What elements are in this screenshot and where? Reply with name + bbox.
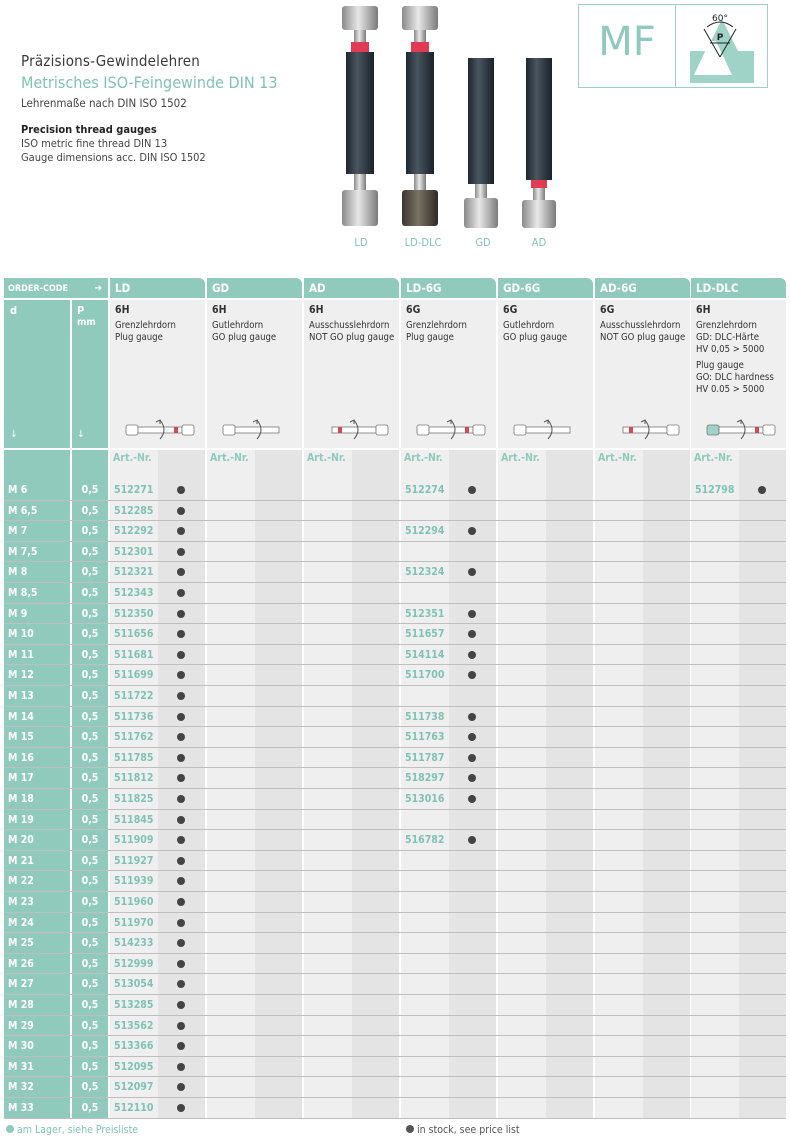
arrow-down-icon: ↓ [77, 429, 85, 440]
order-code-header [4, 278, 108, 298]
column-shade-stock [449, 450, 496, 1118]
column-de: Grenzlehrdorn [406, 320, 467, 331]
in-stock-dot-icon [468, 610, 476, 618]
row-p-value: 0,5 [81, 710, 99, 723]
row-divider [4, 706, 786, 707]
row-d-value: M 13 [8, 690, 34, 702]
row-d-value: M 21 [8, 854, 34, 867]
row-divider [4, 891, 786, 892]
column-tab-ad-6g: AD-6G [595, 278, 690, 298]
article-number-ld: 512292 [114, 525, 154, 538]
column-tol: 6H [309, 304, 324, 316]
article-number-ld: 511785 [114, 751, 154, 764]
row-d-value: M 6,5 [8, 504, 38, 517]
column-tab-gd-6g: GD-6G [498, 278, 593, 298]
row-p-value: 0,5 [81, 875, 99, 888]
column-shade-stock [739, 450, 786, 1118]
in-stock-dot-icon [177, 692, 185, 700]
article-number-ld: 512097 [114, 1081, 154, 1094]
column-de: Ausschusslehrdorn [309, 320, 390, 331]
in-stock-dot-icon [758, 486, 766, 494]
article-number-ld: 512285 [114, 504, 154, 517]
row-p-value: 0,5 [81, 1019, 99, 1032]
article-number-ld6g: 512324 [405, 566, 445, 579]
d-label: d [10, 304, 18, 317]
title-en: Precision thread gauges [21, 123, 157, 136]
column-de3: HV 0,05 > 5000 [696, 344, 765, 355]
row-divider [4, 994, 786, 995]
row-divider [4, 726, 786, 727]
row-d-value: M 18 [8, 793, 34, 805]
row-divider [4, 541, 786, 542]
row-p-value: 0,5 [81, 916, 99, 929]
in-stock-dot-icon [177, 754, 185, 762]
footer-legend-en [406, 1124, 520, 1136]
column-tol: 6G [406, 304, 421, 316]
row-d-value: M 8,5 [8, 587, 38, 599]
article-number-ld6g: 511738 [405, 710, 445, 723]
row-divider [4, 1097, 786, 1098]
plug-gauge-icon [705, 418, 779, 440]
article-number-ld: 514233 [114, 937, 154, 950]
art-nr-label: Art.-Nr. [307, 452, 346, 464]
article-number-ld: 512343 [114, 587, 154, 599]
art-nr-label: Art.-Nr. [113, 452, 152, 464]
row-divider [4, 870, 786, 871]
in-stock-dot-icon [177, 486, 185, 494]
row-p-value: 0,5 [81, 772, 99, 785]
article-number-ld: 511927 [114, 854, 154, 867]
legend-dot-icon [406, 1125, 414, 1133]
article-number-ld: 511825 [114, 793, 154, 805]
article-number-ld: 513285 [114, 999, 154, 1011]
row-p-value: 0,5 [81, 648, 99, 661]
article-number-ld: 512350 [114, 607, 154, 620]
footer-text-de: am Lager, siehe Preisliste [17, 1124, 139, 1136]
article-number-ld: 511699 [114, 669, 154, 682]
row-d-value: M 9 [8, 607, 28, 620]
article-number-ld: 511960 [114, 896, 154, 908]
image-label-ad: AD [531, 236, 547, 249]
article-number-ld: 512110 [114, 1102, 154, 1114]
p-label: P [77, 304, 85, 317]
row-d-value: M 23 [8, 896, 34, 908]
column-tab-ld-dlc: LD-DLC [691, 278, 786, 298]
in-stock-dot-icon [177, 1022, 185, 1030]
norm-en: Gauge dimensions acc. DIN ISO 1502 [21, 151, 206, 164]
row-d-value: M 12 [8, 669, 34, 682]
footer-text-en: in stock, see price list [417, 1124, 520, 1136]
article-number-ld: 511970 [114, 916, 154, 929]
column-en: GO plug gauge [212, 332, 277, 343]
article-number-ld6g: 512351 [405, 607, 445, 620]
article-number-ld6g: 516782 [405, 834, 445, 847]
in-stock-dot-icon [177, 1001, 185, 1009]
article-number-ld: 511722 [114, 690, 154, 702]
row-d-value: M 17 [8, 772, 34, 785]
row-divider [4, 520, 786, 521]
d-header [4, 300, 70, 448]
row-p-value: 0,5 [81, 669, 99, 682]
gd-gauge-image [464, 58, 498, 228]
row-p-value: 0,5 [81, 566, 99, 579]
subtitle-en: ISO metric fine thread DIN 13 [21, 137, 168, 150]
row-d-value: M 27 [8, 978, 34, 991]
norm-de: Lehrenmaße nach DIN ISO 1502 [21, 96, 187, 110]
in-stock-dot-icon [177, 960, 185, 968]
row-d-value: M 8 [8, 566, 28, 579]
row-p-value: 0,5 [81, 484, 99, 496]
row-p-value: 0,5 [81, 525, 99, 538]
column-desc-ld-6g [401, 300, 496, 448]
column-en: Plug gauge [115, 332, 163, 343]
column-shade-stock [255, 450, 302, 1118]
row-p-value: 0,5 [81, 793, 99, 805]
in-stock-dot-icon [468, 651, 476, 659]
image-label-ld: LD [354, 236, 368, 249]
in-stock-dot-icon [177, 713, 185, 721]
article-number-ld6g: 511763 [405, 731, 445, 744]
column-en: NOT GO plug gauge [600, 332, 686, 343]
art-nr-label: Art.-Nr. [598, 452, 637, 464]
art-nr-label: Art.-Nr. [694, 452, 733, 464]
column-desc-ad-6g [595, 300, 690, 448]
row-d-value: M 15 [8, 731, 34, 744]
thread-profile-icon [676, 5, 766, 87]
column-en: Plug gauge [406, 332, 454, 343]
column-de2: GD: DLC-Härte [696, 332, 759, 343]
column-en: NOT GO plug gauge [309, 332, 395, 343]
row-divider [4, 809, 786, 810]
in-stock-dot-icon [177, 898, 185, 906]
row-d-value: M 29 [8, 1019, 34, 1032]
article-number-ld: 512999 [114, 957, 154, 970]
row-divider [4, 644, 786, 645]
in-stock-dot-icon [177, 1104, 185, 1112]
column-desc-ld [110, 300, 205, 448]
badge-angle: 60° [712, 14, 728, 24]
in-stock-dot-icon [468, 754, 476, 762]
column-en2: GO: DLC hardness [696, 372, 774, 383]
plug-gauge-icon [318, 418, 392, 440]
row-p-value: 0,5 [81, 896, 99, 908]
article-number-ld: 512321 [114, 566, 154, 579]
article-number-ld6g: 514114 [405, 648, 445, 661]
column-en: Plug gauge [696, 360, 744, 371]
row-d-value: M 32 [8, 1081, 34, 1094]
plug-gauge-icon [609, 418, 683, 440]
row-p-value: 0,5 [81, 690, 99, 702]
row-d-value: M 16 [8, 751, 34, 764]
row-p-value: 0,5 [81, 1102, 99, 1114]
p-header [72, 300, 108, 448]
article-number-ld6g: 512274 [405, 484, 445, 496]
row-divider [4, 767, 786, 768]
article-number-ld: 513054 [114, 978, 154, 991]
article-number-ld: 512301 [114, 545, 154, 558]
arrow-down-icon: ↓ [10, 429, 18, 440]
row-d-value: M 10 [8, 628, 34, 641]
row-divider [4, 953, 786, 954]
column-tab-ld-6g: LD-6G [401, 278, 496, 298]
column-tab-ld: LD [110, 278, 205, 298]
article-number-ld6g: 518297 [405, 772, 445, 785]
article-number-ld6g: 512294 [405, 525, 445, 538]
row-p-value: 0,5 [81, 504, 99, 517]
in-stock-dot-icon [177, 857, 185, 865]
art-nr-label: Art.-Nr. [404, 452, 443, 464]
article-number-ld: 511845 [114, 813, 154, 826]
column-tol: 6G [503, 304, 518, 316]
in-stock-dot-icon [177, 589, 185, 597]
column-shade [595, 450, 643, 1118]
row-p-value: 0,5 [81, 937, 99, 950]
column-desc-gd [207, 300, 302, 448]
plug-gauge-icon [512, 418, 586, 440]
in-stock-dot-icon [177, 507, 185, 515]
row-d-value: M 11 [8, 648, 34, 661]
row-p-value: 0,5 [81, 607, 99, 620]
in-stock-dot-icon [177, 919, 185, 927]
art-nr-label: Art.-Nr. [501, 452, 540, 464]
column-de: Gutlehrdorn [503, 320, 555, 331]
gauge-photos [330, 2, 570, 234]
column-de: Ausschusslehrdorn [600, 320, 681, 331]
column-tol: 6G [600, 304, 615, 316]
in-stock-dot-icon [468, 795, 476, 803]
column-de: Grenzlehrdorn [696, 320, 757, 331]
row-divider [4, 1118, 786, 1119]
row-d-value: M 31 [8, 1060, 34, 1073]
row-p-value: 0,5 [81, 751, 99, 764]
article-number-ld: 511736 [114, 710, 154, 723]
row-p-value: 0,5 [81, 1081, 99, 1094]
row-divider [4, 1035, 786, 1036]
column-shade [691, 450, 739, 1118]
column-tol: 6H [696, 304, 711, 316]
article-number-dlc: 512798 [695, 484, 735, 496]
row-divider [4, 603, 786, 604]
badge-pitch: P [716, 33, 724, 43]
column-shade [498, 450, 546, 1118]
row-divider [4, 973, 786, 974]
column-shade-stock [643, 450, 690, 1118]
column-en3: HV 0.05 > 5000 [696, 384, 765, 395]
row-p-value: 0,5 [81, 587, 99, 599]
in-stock-dot-icon [177, 816, 185, 824]
row-divider [4, 1015, 786, 1016]
in-stock-dot-icon [177, 651, 185, 659]
order-code-label: ORDER-CODE [8, 284, 69, 294]
column-desc-ld-dlc [691, 300, 786, 448]
plug-gauge-icon [221, 418, 295, 440]
row-d-value: M 33 [8, 1102, 34, 1114]
p-unit: mm [77, 317, 96, 328]
column-de: Gutlehrdorn [212, 320, 264, 331]
row-divider [4, 561, 786, 562]
article-number-ld: 512271 [114, 484, 154, 496]
row-p-value: 0,5 [81, 545, 99, 558]
row-d-value: M 25 [8, 937, 34, 950]
thread-profile-badge [578, 4, 768, 88]
article-number-ld: 512095 [114, 1060, 154, 1073]
row-d-value: M 22 [8, 875, 34, 888]
row-divider [4, 912, 786, 913]
ld-gauge-image [342, 6, 378, 226]
footer-legend-de [6, 1124, 138, 1136]
row-p-value: 0,5 [81, 854, 99, 867]
in-stock-dot-icon [177, 610, 185, 618]
row-p-value: 0,5 [81, 1060, 99, 1073]
row-divider [4, 623, 786, 624]
image-label-ld-dlc: LD-DLC [404, 236, 442, 249]
article-number-ld6g: 513016 [405, 793, 445, 805]
plug-gauge-icon [415, 418, 489, 440]
row-d-value: M 20 [8, 834, 34, 847]
row-divider [4, 500, 786, 501]
row-d-value: M 30 [8, 1040, 34, 1053]
row-p-value: 0,5 [81, 731, 99, 744]
row-p-value: 0,5 [81, 978, 99, 991]
row-divider [4, 788, 786, 789]
ld-dlc-gauge-image [402, 6, 438, 226]
column-tol: 6H [115, 304, 130, 316]
column-de: Grenzlehrdorn [115, 320, 176, 331]
column-shade [207, 450, 255, 1118]
row-p-value: 0,5 [81, 834, 99, 847]
in-stock-dot-icon [468, 713, 476, 721]
article-number-ld: 513562 [114, 1019, 154, 1032]
row-divider [4, 685, 786, 686]
row-divider [4, 850, 786, 851]
article-number-ld: 511681 [114, 648, 154, 661]
in-stock-dot-icon [177, 1063, 185, 1071]
column-desc-gd-6g [498, 300, 593, 448]
article-number-ld: 511939 [114, 875, 154, 888]
row-divider [4, 932, 786, 933]
row-p-value: 0,5 [81, 1040, 99, 1053]
row-d-value: M 14 [8, 710, 34, 723]
column-tol: 6H [212, 304, 227, 316]
title-de: Präzisions-Gewindelehren [21, 52, 201, 70]
subtitle-de: Metrisches ISO-Feingewinde DIN 13 [21, 73, 278, 92]
article-number-ld6g: 511787 [405, 751, 445, 764]
article-number-ld6g: 511700 [405, 669, 445, 682]
row-d-value: M 26 [8, 957, 34, 970]
row-d-value: M 24 [8, 916, 34, 929]
row-d-value: M 6 [8, 484, 28, 496]
plug-gauge-icon [124, 418, 198, 440]
row-p-value: 0,5 [81, 957, 99, 970]
row-d-value: M 7 [8, 525, 28, 538]
row-divider [4, 664, 786, 665]
column-shade [304, 450, 352, 1118]
column-desc-ad [304, 300, 399, 448]
arrow-right-icon: ➔ [94, 283, 102, 294]
article-number-ld: 513366 [114, 1040, 154, 1053]
image-label-gd: GD [475, 236, 491, 249]
badge-code: MF [598, 19, 656, 65]
article-number-ld: 511656 [114, 628, 154, 641]
row-divider [4, 747, 786, 748]
art-nr-label: Art.-Nr. [210, 452, 249, 464]
row-divider [4, 582, 786, 583]
row-p-value: 0,5 [81, 628, 99, 641]
in-stock-dot-icon [177, 548, 185, 556]
column-tab-ad: AD [304, 278, 399, 298]
in-stock-dot-icon [177, 795, 185, 803]
ad-gauge-image [522, 58, 556, 228]
article-number-ld: 511762 [114, 731, 154, 744]
row-divider [4, 829, 786, 830]
article-number-ld6g: 511657 [405, 628, 445, 641]
row-divider [4, 1056, 786, 1057]
column-shade-stock [546, 450, 593, 1118]
legend-dot-icon [6, 1125, 14, 1133]
article-number-ld: 511909 [114, 834, 154, 847]
row-p-value: 0,5 [81, 999, 99, 1011]
row-d-value: M 7,5 [8, 545, 38, 558]
row-d-value: M 28 [8, 999, 34, 1011]
column-shade-stock [352, 450, 399, 1118]
row-divider [4, 1076, 786, 1077]
column-tab-gd: GD [207, 278, 302, 298]
row-d-value: M 19 [8, 813, 34, 826]
article-number-ld: 511812 [114, 772, 154, 785]
row-p-value: 0,5 [81, 813, 99, 826]
column-en: GO plug gauge [503, 332, 568, 343]
in-stock-dot-icon [468, 486, 476, 494]
